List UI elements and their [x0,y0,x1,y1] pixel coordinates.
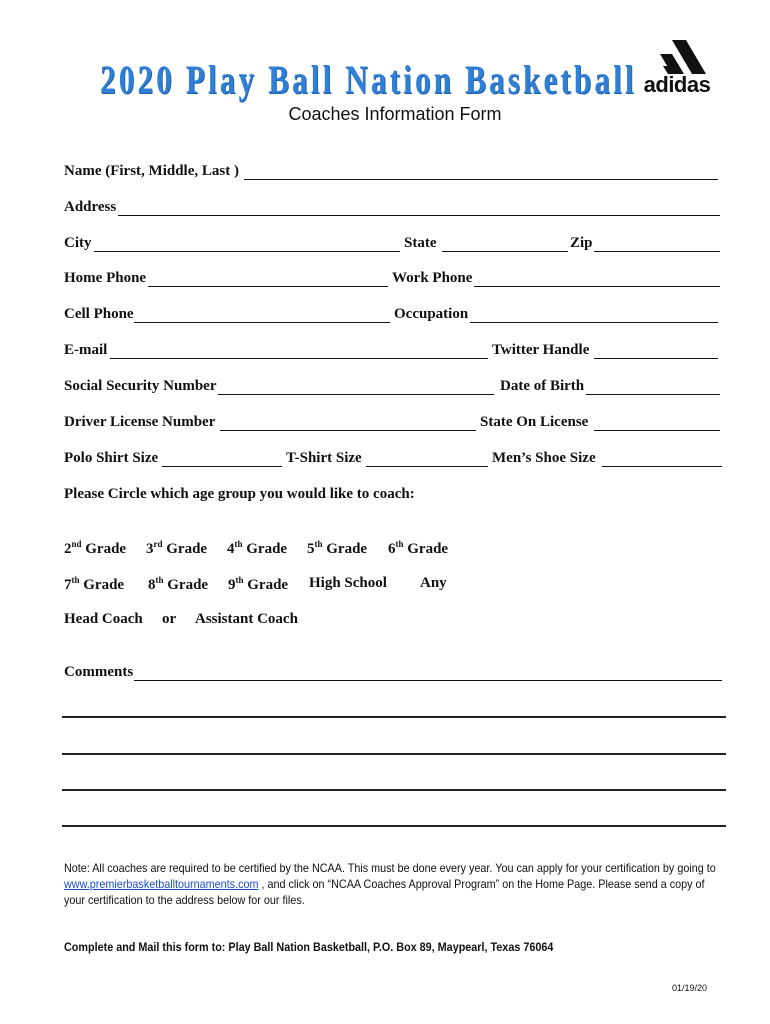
polo-size-label: Polo Shirt Size [64,450,159,466]
grade-8-number: 8 [148,577,156,593]
adidas-logo-icon [634,40,720,74]
revision-date: 01/19/20 [672,983,708,993]
grade-9-suffix: th [235,575,244,585]
comments-row [64,664,724,684]
name-label: Name (First, Middle, Last ) [64,163,239,179]
tshirt-size-label: T-Shirt Size [286,450,362,466]
grade-7-option[interactable] [64,575,124,594]
grade-8-option[interactable] [148,575,208,594]
grade-9-option[interactable] [228,575,288,594]
grade-3-word: Grade [166,541,208,557]
address-label: Address [64,199,117,215]
tournament-website-link[interactable]: www.premierbasketballtournaments.com [64,877,259,891]
form-subtitle: Coaches Information Form [288,104,502,124]
state-on-license-field[interactable] [594,414,720,431]
comments-line-1[interactable] [62,716,726,718]
comments-line-4[interactable] [62,825,726,827]
grade-9-word: Grade [247,577,289,593]
ncaa-note-text-2: , and click on “NCAA Coaches Approval Program” on the Home Page. Please send a copy of your certification to the address below for our files. [64,877,705,907]
grade-6-suffix: th [395,539,404,549]
occupation-field[interactable] [470,306,718,323]
cell-phone-field[interactable] [134,306,390,323]
grade-2-suffix: nd [71,539,82,549]
dob-label: Date of Birth [500,378,585,394]
ssn-label: Social Security Number [64,378,217,394]
grade-5-number: 5 [307,541,315,557]
grade-2-word: Grade [85,541,127,557]
age-group-prompt: Please Circle which age group you would like to coach: [64,486,415,502]
tshirt-size-field[interactable] [366,450,488,467]
form-title: 2020 Play Ball Nation Basketball [100,57,637,102]
grade-8-suffix: th [155,575,164,585]
home-phone-label: Home Phone [64,270,147,286]
grade-5-word: Grade [326,541,368,557]
grade-6-number: 6 [388,541,396,557]
grade-9-number: 9 [228,577,236,593]
license-row [64,414,724,434]
occupation-label: Occupation [394,306,469,322]
cell-phone-label: Cell Phone [64,306,134,322]
name-row [64,163,724,183]
cell-row [64,306,724,326]
grade-8-word: Grade [167,577,209,593]
grade-7-number: 7 [64,577,72,593]
comments-field[interactable] [134,664,722,681]
zip-field[interactable] [594,235,720,252]
work-phone-field[interactable] [474,270,720,287]
grade-4-option[interactable] [227,539,287,558]
state-label: State [404,235,437,251]
mailing-instructions: Complete and Mail this form to: Play Ball Nation Basketball, P.O. Box 89, Maypearl, Texas 76064 [64,940,554,954]
city-label: City [64,235,92,251]
grade-3-number: 3 [146,541,154,557]
city-row [64,235,724,255]
grade-2-number: 2 [64,541,72,557]
adidas-logo-text: adidas [643,72,711,97]
head-coach-option[interactable]: Head Coach [64,611,143,627]
email-label: E-mail [64,342,108,358]
dob-field[interactable] [586,378,720,395]
driver-license-label: Driver License Number [64,414,216,430]
grade-7-suffix: th [71,575,80,585]
zip-label: Zip [570,235,593,251]
grade-6-option[interactable] [388,539,448,558]
comments-line-2[interactable] [62,753,726,755]
ssn-field[interactable] [218,378,494,395]
name-field[interactable] [244,163,718,180]
grade-4-word: Grade [246,541,288,557]
grade-4-number: 4 [227,541,235,557]
coach-role-row [64,611,724,631]
grade-options-row-1 [64,539,724,559]
ncaa-note [64,860,721,908]
or-text: or [162,611,177,627]
any-option[interactable]: Any [420,575,447,591]
shoe-size-field[interactable] [602,450,722,467]
ssn-row [64,378,724,398]
sizes-row [64,450,724,470]
grade-4-suffix: th [234,539,243,549]
comments-line-3[interactable] [62,789,726,791]
grade-6-word: Grade [407,541,449,557]
email-row [64,342,724,362]
ncaa-note-text-1: Note: All coaches are required to be certified by the NCAA. This must be done every year. You can apply for your certification by going to [64,861,716,875]
state-field[interactable] [442,235,568,252]
shoe-size-label: Men’s Shoe Size [492,450,596,466]
adidas-logo [634,40,720,96]
polo-size-field[interactable] [162,450,282,467]
email-field[interactable] [110,342,488,359]
comments-label: Comments [64,664,134,680]
grade-5-suffix: th [314,539,323,549]
grade-7-word: Grade [83,577,125,593]
grade-3-suffix: rd [153,539,163,549]
grade-options-row-2 [64,575,724,595]
work-phone-label: Work Phone [392,270,473,286]
address-field[interactable] [118,199,720,216]
phone-row [64,270,724,290]
home-phone-field[interactable] [148,270,388,287]
grade-5-option[interactable] [307,539,367,558]
city-field[interactable] [94,235,400,252]
high-school-option[interactable]: High School [309,575,387,591]
grade-3-option[interactable] [146,539,207,558]
assistant-coach-option[interactable]: Assistant Coach [195,611,298,627]
twitter-field[interactable] [594,342,718,359]
state-on-license-label: State On License [480,414,589,430]
twitter-label: Twitter Handle [492,342,590,358]
address-row [64,199,724,219]
driver-license-field[interactable] [220,414,476,431]
grade-2-option[interactable] [64,539,126,558]
